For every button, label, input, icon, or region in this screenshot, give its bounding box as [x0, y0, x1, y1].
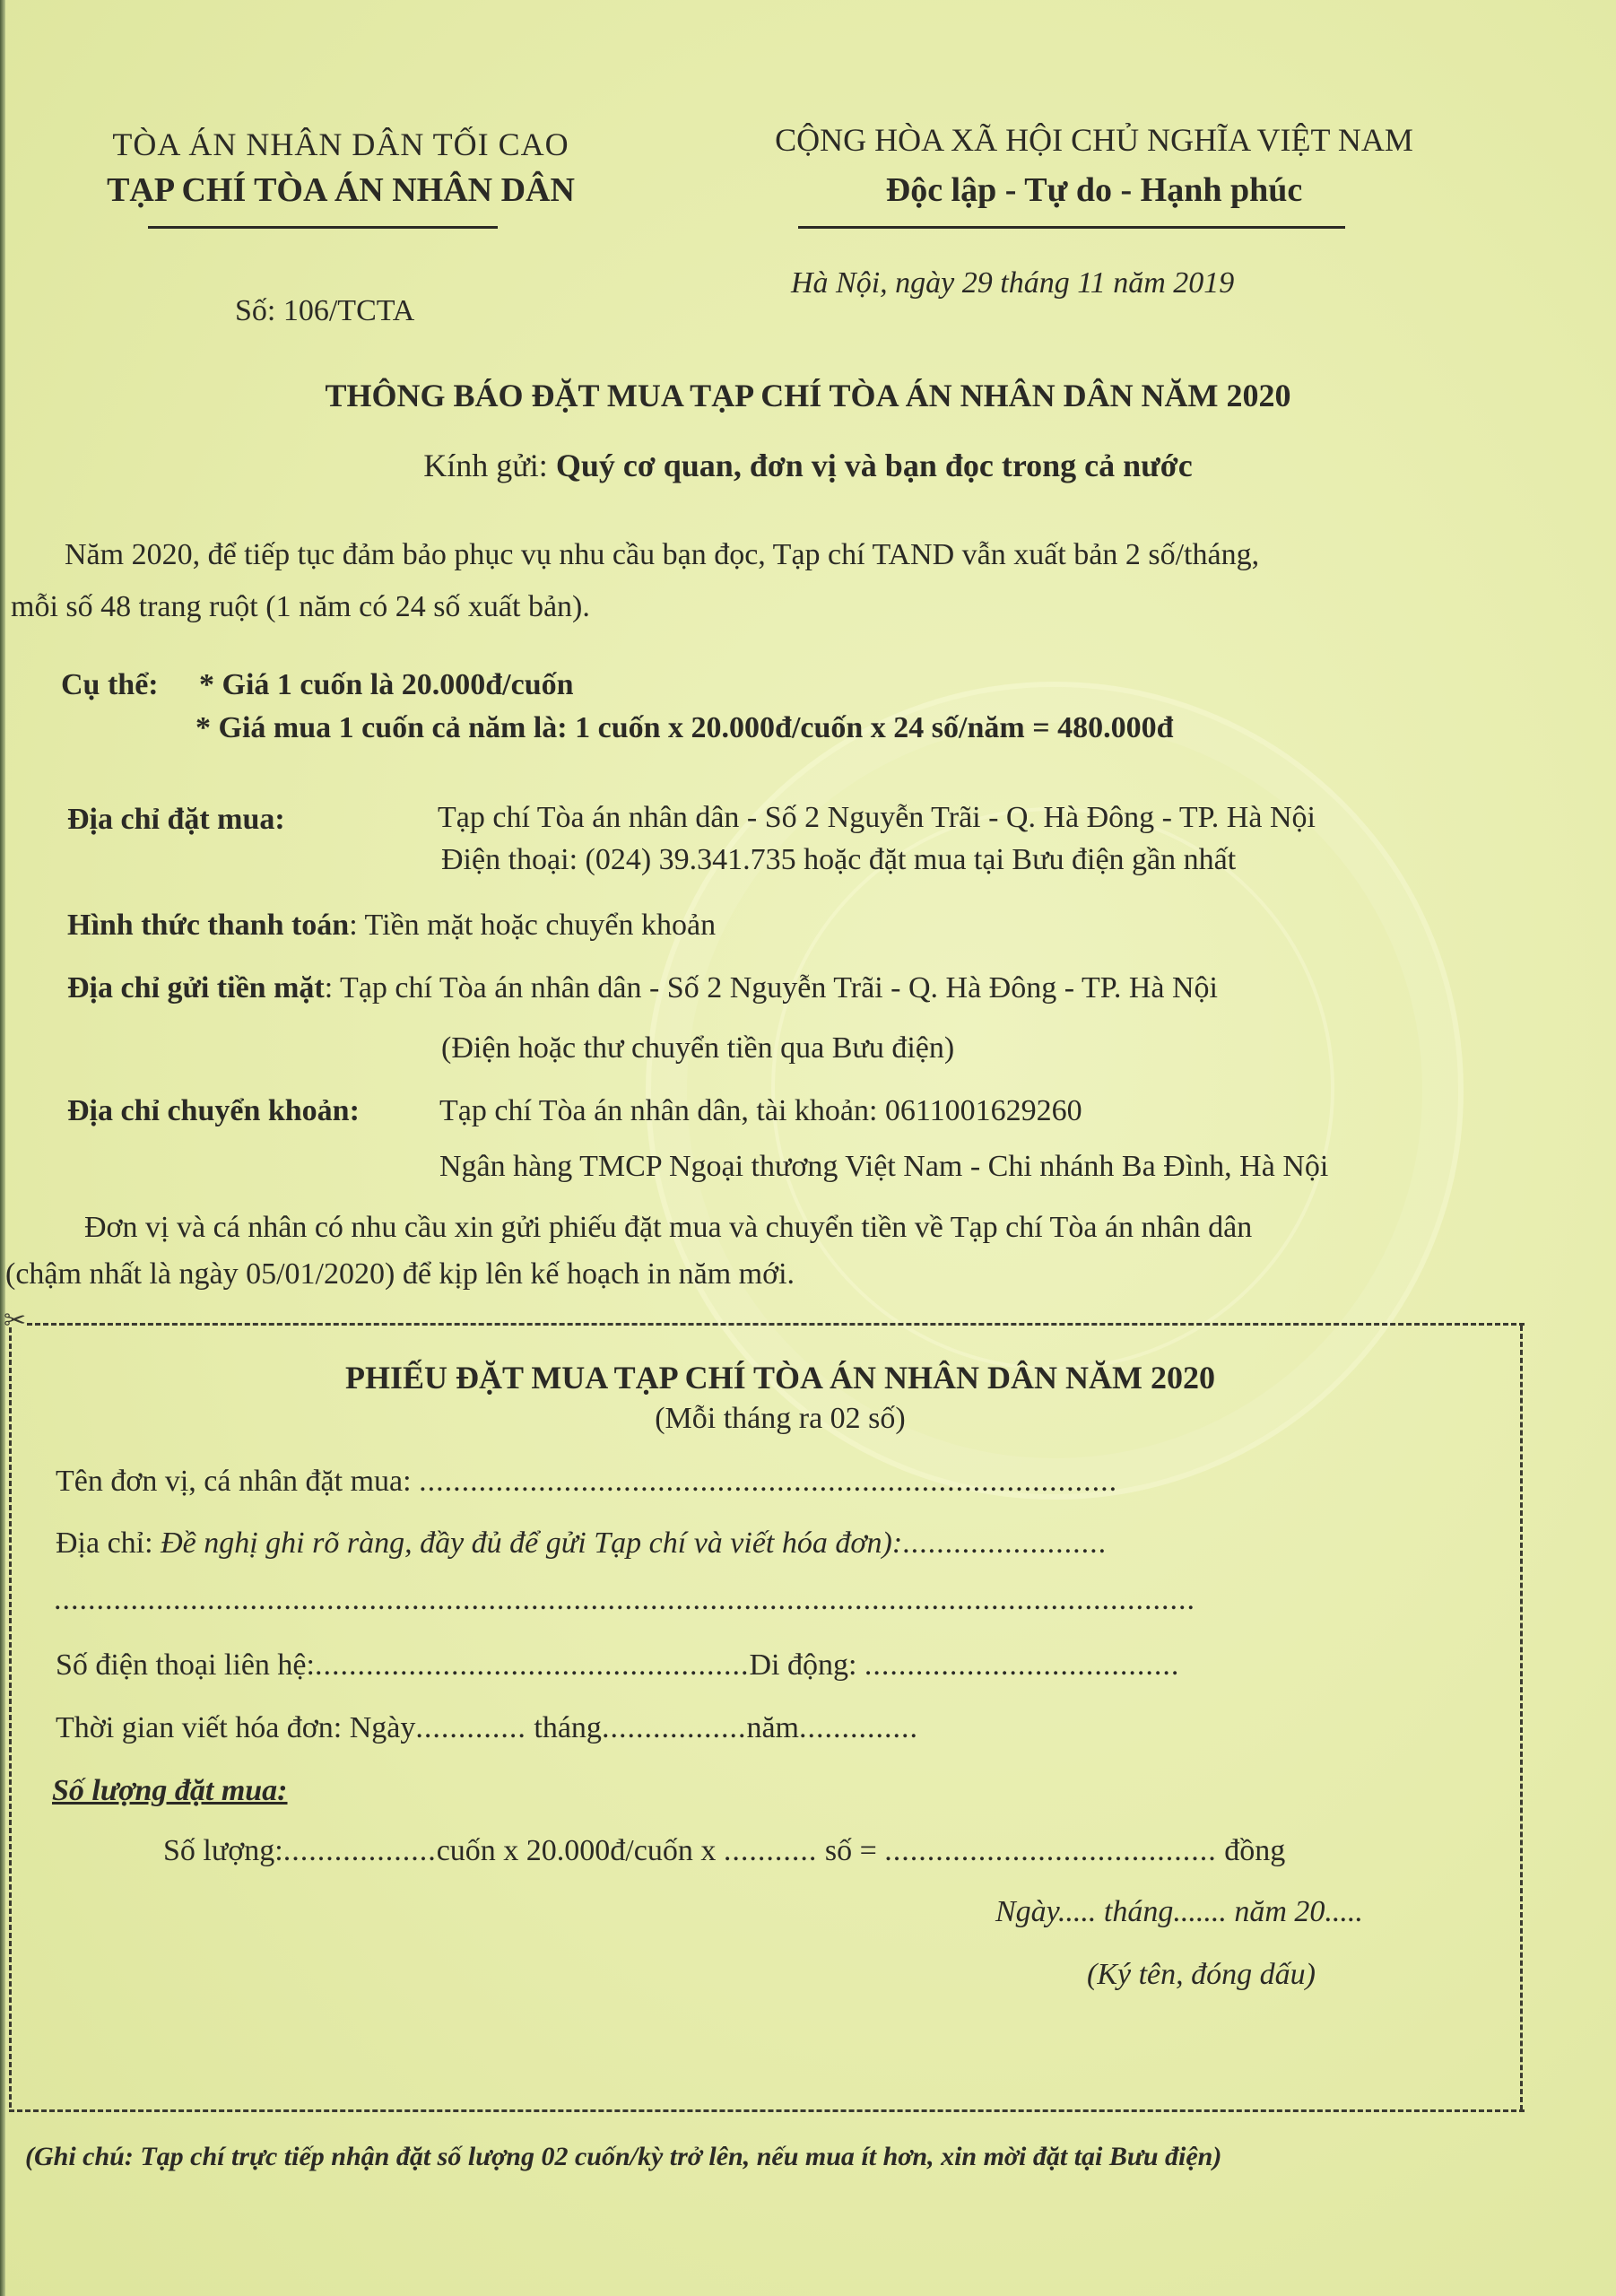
intro-line-2: mỗi số 48 trang ruột (1 năm có 24 số xuất bản).: [11, 590, 590, 623]
form-name-row[interactable]: [56, 1465, 1117, 1499]
paper-edge: [0, 0, 5, 2296]
form-invoice-label: Thời gian viết hóa đơn: Ngày: [56, 1711, 416, 1744]
order-address-line-1: Tạp chí Tòa án nhân dân - Số 2 Nguyễn Trãi - Q. Hà Đông - TP. Hà Nội: [438, 801, 1316, 834]
footnote: (Ghi chú: Tạp chí trực tiếp nhận đặt số lượng 02 cuốn/kỳ trở lên, nếu mua ít hơn, xin mời đặt tại Bưu điện): [25, 2142, 1222, 2171]
motto: Độc lập - Tự do - Hạnh phúc: [885, 171, 1303, 209]
org-underline: [148, 226, 498, 229]
transfer-line-1: Tạp chí Tòa án nhân dân, tài khoản: 0611001629260: [439, 1094, 1082, 1127]
form-phone-label: Số điện thoại liên hệ:: [56, 1648, 315, 1682]
detail-label: Cụ thể:: [61, 668, 159, 701]
payment-value: : Tiền mặt hoặc chuyển khoản: [349, 909, 717, 942]
form-invoice-year-label: năm: [746, 1711, 799, 1744]
cash-line-2: (Điện hoặc thư chuyển tiền qua Bưu điện): [441, 1031, 955, 1065]
form-total-unit: đồng: [1224, 1834, 1286, 1867]
form-mobile-label: Di động:: [749, 1648, 857, 1682]
form-issues-field[interactable]: ...........: [723, 1834, 818, 1867]
form-invoice-row[interactable]: [56, 1711, 918, 1745]
form-border-left: [9, 1327, 12, 2108]
form-border-top: [27, 1323, 1525, 1326]
form-subtitle: (Mỗi tháng ra 02 số): [655, 1402, 906, 1435]
form-quantity-field[interactable]: ..................: [282, 1834, 437, 1867]
greeting-recipients: Quý cơ quan, đơn vị và bạn đọc trong cả nước: [555, 448, 1193, 483]
form-invoice-month-field[interactable]: .................: [601, 1711, 747, 1744]
closing-line-2: (chậm nhất là ngày 05/01/2020) để kịp lên kế hoạch in năm mới.: [5, 1257, 795, 1291]
form-address-field[interactable]: ........................: [902, 1526, 1108, 1560]
intro-line-1: Năm 2020, để tiếp tục đảm bảo phục vụ nhu cầu bạn đọc, Tạp chí TAND vẫn xuất bản 2 số/tháng,: [65, 538, 1260, 571]
country-name: CỘNG HÒA XÃ HỘI CHỦ NGHĨA VIỆT NAM: [775, 122, 1413, 158]
form-address-label: Địa chỉ:: [56, 1526, 153, 1560]
org-name: TẠP CHÍ TÒA ÁN NHÂN DÂN: [107, 171, 575, 209]
motto-underline: [798, 226, 1345, 229]
cash-line-1: : Tạp chí Tòa án nhân dân - Số 2 Nguyễn Trãi - Q. Hà Đông - TP. Hà Nội: [324, 971, 1218, 1004]
form-total-field[interactable]: .......................................: [884, 1834, 1217, 1867]
form-name-field[interactable]: ..................................................................................: [419, 1465, 1118, 1498]
greeting-label: Kính gửi:: [423, 448, 548, 483]
form-issues-label: số =: [824, 1834, 877, 1867]
transfer-label: Địa chỉ chuyển khoản:: [67, 1094, 360, 1127]
form-sign-date[interactable]: Ngày..... tháng....... năm 20.....: [995, 1895, 1363, 1928]
scissors-icon: ✂: [4, 1306, 27, 1335]
form-phone-row[interactable]: [56, 1648, 1179, 1683]
cash-row: [67, 971, 1218, 1005]
form-border-bottom: [9, 2109, 1525, 2112]
form-border-right: [1520, 1326, 1523, 2110]
form-address-hint: Đề nghị ghi rõ ràng, đầy đủ để gửi Tạp chí và viết hóa đơn):: [161, 1526, 903, 1560]
form-quantity-unit: cuốn x 20.000đ/cuốn x: [436, 1834, 717, 1867]
form-quantity-label: Số lượng:: [163, 1834, 283, 1867]
form-invoice-year-field[interactable]: ..............: [798, 1711, 918, 1744]
form-mobile-field[interactable]: .....................................: [864, 1648, 1180, 1682]
price-year: * Giá mua 1 cuốn cả năm là: 1 cuốn x 20.000đ/cuốn x 24 số/năm = 480.000đ: [195, 711, 1174, 744]
form-address-field-line-2[interactable]: ......................................................................................................................................: [54, 1583, 1195, 1616]
price-single: * Giá 1 cuốn là 20.000đ/cuốn: [199, 668, 574, 701]
form-quantity-row[interactable]: [163, 1834, 1285, 1868]
order-address-line-2: Điện thoại: (024) 39.341.735 hoặc đặt mua tại Bưu điện gần nhất: [441, 843, 1237, 876]
closing-line-1: Đơn vị và cá nhân có nhu cầu xin gửi phiếu đặt mua và chuyển tiền về Tạp chí Tòa án nhân dân: [84, 1211, 1253, 1244]
form-sign-note: (Ký tên, đóng dấu): [1087, 1958, 1316, 1991]
document-number: Số: 106/TCTA: [235, 294, 415, 327]
org-parent-name: TÒA ÁN NHÂN DÂN TỐI CAO: [112, 126, 569, 162]
form-phone-field[interactable]: ...................................................: [314, 1648, 750, 1682]
document-date: Hà Nội, ngày 29 tháng 11 năm 2019: [791, 266, 1235, 300]
form-name-label: Tên đơn vị, cá nhân đặt mua:: [56, 1465, 412, 1498]
payment-label: Hình thức thanh toán: [67, 909, 350, 942]
order-address-label: Địa chỉ đặt mua:: [67, 803, 285, 836]
form-invoice-month-label: tháng: [534, 1711, 602, 1744]
transfer-line-2: Ngân hàng TMCP Ngoại thương Việt Nam - Chi nhánh Ba Đình, Hà Nội: [439, 1150, 1329, 1183]
greeting: [0, 447, 1616, 484]
form-invoice-day-field[interactable]: .............: [415, 1711, 526, 1744]
form-title: PHIẾU ĐẶT MUA TẠP CHÍ TÒA ÁN NHÂN DÂN NĂM 2020: [344, 1360, 1216, 1396]
form-address-row[interactable]: [56, 1526, 1107, 1561]
cash-label: Địa chỉ gửi tiền mặt: [67, 971, 325, 1004]
payment-row: [67, 909, 716, 943]
form-quantity-heading: Số lượng đặt mua:: [52, 1774, 288, 1807]
notice-title: THÔNG BÁO ĐẶT MUA TẠP CHÍ TÒA ÁN NHÂN DÂN NĂM 2020: [325, 378, 1291, 413]
watermark-emblem-inner: [771, 807, 1334, 1370]
